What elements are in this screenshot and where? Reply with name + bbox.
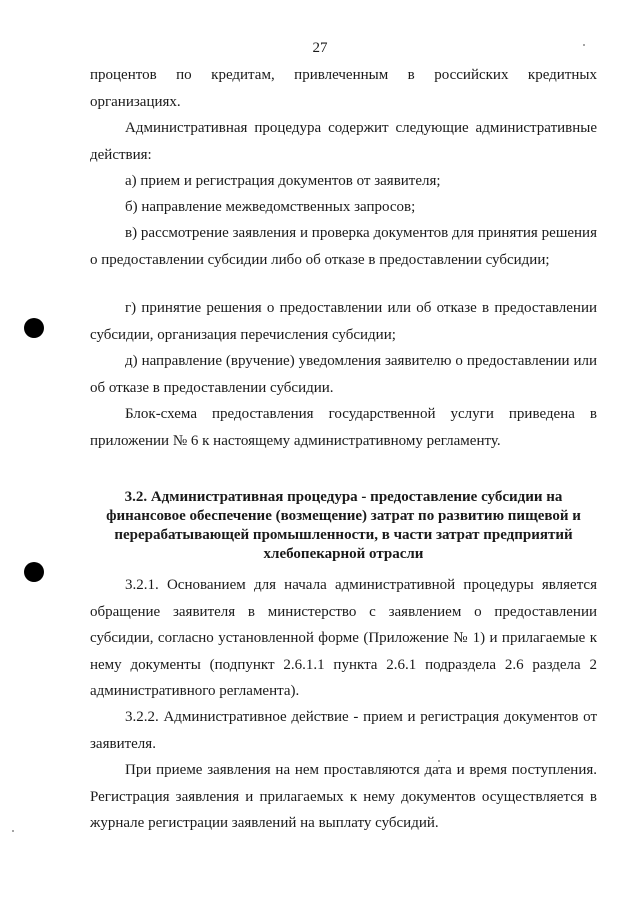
list-item-c: в) рассмотрение заявления и проверка документов для принятия решения о предоставлении субсидии либо об отказе в предоставлении субсидии; bbox=[90, 225, 597, 268]
paragraph-3-2-2: 3.2.2. Административное действие - прием и регистрация документов от заявителя. bbox=[90, 709, 597, 752]
paragraph-flowchart-reference: Блок-схема предоставления государственной услуги приведена в приложении № 6 к настоящему административному регламенту. bbox=[90, 406, 597, 449]
punch-hole-top bbox=[24, 318, 44, 338]
paragraph-continuation: процентов по кредитам, привлеченным в российских кредитных организациях. bbox=[90, 67, 597, 110]
list-item-a: а) прием и регистрация документов от заявителя; bbox=[125, 173, 441, 189]
scan-speck bbox=[12, 830, 14, 832]
paragraph-registration: При приеме заявления на нем проставляются дата и время поступления. Регистрация заявления и прилагаемых к нему документов осуществляется в журнале регистрации заявлений на выплату субсидий. bbox=[90, 762, 597, 831]
section-heading-3-2: 3.2. Административная процедура - предоставление субсидии на финансовое обеспечение (возмещение) затрат по развитию пищевой и перерабатывающей промышленности, в части затрат предприятий хлебопекарной отрасли bbox=[106, 489, 581, 562]
list-item-b: б) направление межведомственных запросов; bbox=[125, 199, 416, 215]
page-number: 27 bbox=[312, 40, 328, 56]
list-item-e: д) направление (вручение) уведомления заявителю о предоставлении или об отказе в предоставлении субсидии. bbox=[90, 353, 597, 396]
scan-speck bbox=[583, 44, 585, 46]
paragraph-3-2-1: 3.2.1. Основанием для начала административной процедуры является обращение заявителя в министерство с заявлением о предоставлении субсидии, согласно установленной форме (Приложение № 1) и прилагаемые к нему документы (подпункт 2.6.1.1 пункта 2.6.1 подраздела 2.6 раздела 2 административного регламента). bbox=[90, 577, 597, 699]
punch-hole-bottom bbox=[24, 562, 44, 582]
paragraph-procedure-actions: Административная процедура содержит следующие административные действия: bbox=[90, 120, 597, 163]
list-item-d: г) принятие решения о предоставлении или об отказе в предоставлении субсидии, организация перечисления субсидии; bbox=[90, 300, 597, 343]
